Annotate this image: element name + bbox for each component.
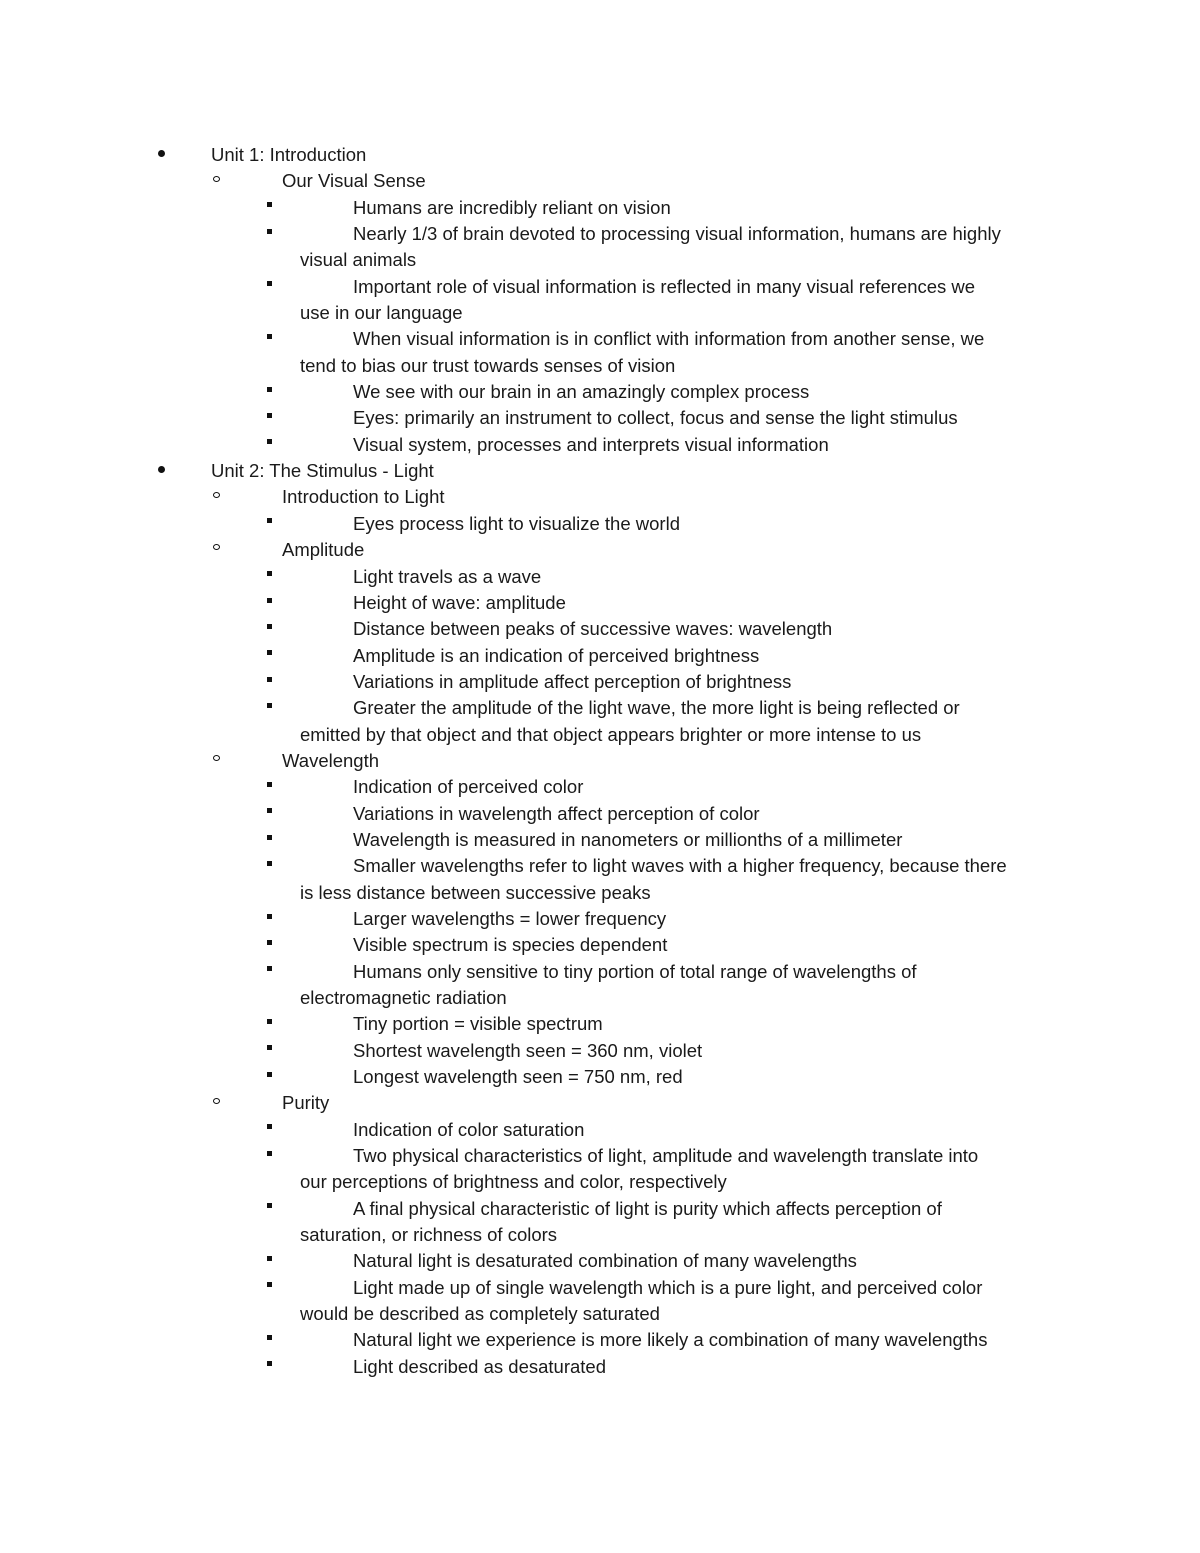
list-item xyxy=(0,669,1200,695)
bullet-square xyxy=(267,439,272,444)
square-bullet-icon xyxy=(267,564,272,590)
list-item xyxy=(0,195,1200,221)
list-item-text: electromagnetic radiation xyxy=(300,987,507,1008)
list-item-continuation xyxy=(0,1301,1200,1327)
square-bullet-icon xyxy=(267,379,272,405)
list-item-text: Light travels as a wave xyxy=(353,565,542,587)
list-item-text: Wavelength is measured in nanometers or millionths of a millimeter xyxy=(353,828,903,850)
list-item-text: Indication of perceived color xyxy=(353,776,584,798)
unit-heading-line xyxy=(0,142,1200,168)
filled-circle-bullet-icon xyxy=(158,458,165,484)
square-bullet-icon xyxy=(267,1064,272,1090)
list-item-continuation xyxy=(0,353,1200,379)
filled-circle-bullet-icon xyxy=(158,142,165,168)
unit-title: Unit 1: Introduction xyxy=(211,144,367,165)
hollow-circle-bullet-icon xyxy=(213,1090,220,1116)
section-title: Our Visual Sense xyxy=(282,170,426,192)
list-item-continuation xyxy=(0,300,1200,326)
square-bullet-icon xyxy=(267,669,272,695)
list-item-text: Two physical characteristics of light, amplitude and wavelength translate into xyxy=(353,1145,979,1167)
square-bullet-icon xyxy=(267,643,272,669)
square-bullet-icon xyxy=(267,1327,272,1353)
list-item xyxy=(0,827,1200,853)
square-bullet-icon xyxy=(267,432,272,458)
bullet-dot xyxy=(158,150,165,157)
list-item-continuation xyxy=(0,722,1200,748)
bullet-square xyxy=(267,1361,272,1366)
bullet-square xyxy=(267,518,272,523)
bullet-square xyxy=(267,940,272,945)
square-bullet-icon xyxy=(267,326,272,352)
list-item-text: Visible spectrum is species dependent xyxy=(353,934,668,956)
hollow-circle-bullet-icon xyxy=(213,484,220,510)
notes-outline xyxy=(0,142,1200,1380)
list-item xyxy=(0,1038,1200,1064)
bullet-circle xyxy=(213,755,220,761)
section-heading-line xyxy=(0,1090,1200,1116)
list-item-text: Eyes: primarily an instrument to collect, focus and sense the light stimulus xyxy=(353,407,958,429)
list-item-text: Larger wavelengths = lower frequency xyxy=(353,907,667,929)
list-item xyxy=(0,221,1200,247)
square-bullet-icon xyxy=(267,801,272,827)
bullet-circle xyxy=(213,544,220,550)
list-item-text: Tiny portion = visible spectrum xyxy=(353,1013,603,1035)
section-heading-line xyxy=(0,168,1200,194)
square-bullet-icon xyxy=(267,1038,272,1064)
list-item-text: Light made up of single wavelength which is a pure light, and perceived color xyxy=(353,1276,983,1298)
square-bullet-icon xyxy=(267,1275,272,1301)
square-bullet-icon xyxy=(267,616,272,642)
list-item xyxy=(0,1143,1200,1169)
list-item xyxy=(0,1354,1200,1380)
bullet-square xyxy=(267,281,272,286)
list-item xyxy=(0,616,1200,642)
bullet-square xyxy=(267,334,272,339)
list-item-text: visual animals xyxy=(300,249,417,271)
square-bullet-icon xyxy=(267,221,272,247)
bullet-square xyxy=(267,782,272,787)
list-item-text: Visual system, processes and interprets visual information xyxy=(353,433,829,455)
unit-heading-line xyxy=(0,458,1200,484)
unit-title: Unit 2: The Stimulus - Light xyxy=(211,460,434,482)
list-item xyxy=(0,379,1200,405)
list-item-text: Greater the amplitude of the light wave, the more light is being reflected or xyxy=(353,697,960,719)
bullet-square xyxy=(267,571,272,576)
list-item xyxy=(0,274,1200,300)
list-item-text: Smaller wavelengths refer to light waves with a higher frequency, because there xyxy=(353,855,1007,877)
square-bullet-icon xyxy=(267,695,272,721)
list-item xyxy=(0,643,1200,669)
list-item-text: Important role of visual information is reflected in many visual references we xyxy=(353,275,976,297)
list-item xyxy=(0,695,1200,721)
square-bullet-icon xyxy=(267,274,272,300)
bullet-square xyxy=(267,598,272,603)
list-item-continuation xyxy=(0,1222,1200,1248)
section-heading-line xyxy=(0,484,1200,510)
list-item xyxy=(0,1011,1200,1037)
bullet-square xyxy=(267,1072,272,1077)
list-item-continuation xyxy=(0,247,1200,273)
list-item xyxy=(0,1064,1200,1090)
square-bullet-icon xyxy=(267,1354,272,1380)
bullet-square xyxy=(267,861,272,866)
section-title: Introduction to Light xyxy=(282,486,445,508)
bullet-square xyxy=(267,229,272,234)
list-item-text: We see with our brain in an amazingly complex process xyxy=(353,381,810,403)
bullet-square xyxy=(267,387,272,392)
square-bullet-icon xyxy=(267,1196,272,1222)
bullet-square xyxy=(267,835,272,840)
hollow-circle-bullet-icon xyxy=(213,748,220,774)
bullet-square xyxy=(267,1124,272,1129)
list-item-text: Distance between peaks of successive waves: wavelength xyxy=(353,618,833,640)
list-item-text: Variations in wavelength affect perception of color xyxy=(353,802,760,824)
bullet-square xyxy=(267,914,272,919)
hollow-circle-bullet-icon xyxy=(213,537,220,563)
list-item-text: our perceptions of brightness and color, respectively xyxy=(300,1171,727,1193)
list-item-text: Light described as desaturated xyxy=(353,1355,607,1377)
bullet-square xyxy=(267,413,272,418)
list-item xyxy=(0,1196,1200,1222)
bullet-dot xyxy=(158,466,165,473)
list-item-text: Eyes process light to visualize the world xyxy=(353,512,680,534)
square-bullet-icon xyxy=(267,853,272,879)
list-item-text: Natural light we experience is more likely a combination of many wavelengths xyxy=(353,1329,988,1351)
square-bullet-icon xyxy=(267,827,272,853)
bullet-square xyxy=(267,703,272,708)
bullet-square xyxy=(267,1045,272,1050)
list-item-text: Height of wave: amplitude xyxy=(353,591,566,613)
bullet-square xyxy=(267,1282,272,1287)
list-item xyxy=(0,511,1200,537)
hollow-circle-bullet-icon xyxy=(213,168,220,194)
list-item-text: Shortest wavelength seen = 360 nm, violet xyxy=(353,1039,703,1061)
square-bullet-icon xyxy=(267,932,272,958)
section-heading-line xyxy=(0,748,1200,774)
square-bullet-icon xyxy=(267,1011,272,1037)
list-item-text: Indication of color saturation xyxy=(353,1118,585,1140)
square-bullet-icon xyxy=(267,511,272,537)
list-item xyxy=(0,906,1200,932)
list-item xyxy=(0,326,1200,352)
bullet-square xyxy=(267,1203,272,1208)
square-bullet-icon xyxy=(267,906,272,932)
bullet-square xyxy=(267,808,272,813)
list-item xyxy=(0,1248,1200,1274)
list-item xyxy=(0,564,1200,590)
square-bullet-icon xyxy=(267,195,272,221)
list-item-text: Longest wavelength seen = 750 nm, red xyxy=(353,1066,683,1088)
list-item xyxy=(0,432,1200,458)
section-title: Purity xyxy=(282,1092,330,1114)
list-item-text: emitted by that object and that object appears brighter or more intense to us xyxy=(300,723,922,745)
bullet-circle xyxy=(213,492,220,498)
square-bullet-icon xyxy=(267,774,272,800)
bullet-square xyxy=(267,1019,272,1024)
bullet-square xyxy=(267,650,272,655)
list-item-text: Amplitude is an indication of perceived brightness xyxy=(353,644,760,666)
square-bullet-icon xyxy=(267,1248,272,1274)
list-item xyxy=(0,1275,1200,1301)
section-title: Wavelength xyxy=(282,749,380,771)
list-item xyxy=(0,405,1200,431)
square-bullet-icon xyxy=(267,1117,272,1143)
list-item-text: Humans only sensitive to tiny portion of total range of wavelengths of xyxy=(353,960,917,982)
list-item-continuation xyxy=(0,1169,1200,1195)
list-item-text: tend to bias our trust towards senses of vision xyxy=(300,354,676,376)
list-item-continuation xyxy=(0,985,1200,1011)
square-bullet-icon xyxy=(267,590,272,616)
section-title: Amplitude xyxy=(282,539,365,561)
bullet-square xyxy=(267,624,272,629)
list-item-text: Humans are incredibly reliant on vision xyxy=(353,196,671,218)
list-item-text: Natural light is desaturated combination of many wavelengths xyxy=(353,1250,857,1272)
list-item xyxy=(0,959,1200,985)
square-bullet-icon xyxy=(267,959,272,985)
list-item-text: When visual information is in conflict with information from another sense, we xyxy=(353,328,985,350)
list-item-continuation xyxy=(0,880,1200,906)
bullet-square xyxy=(267,1151,272,1156)
bullet-square xyxy=(267,1256,272,1261)
list-item xyxy=(0,932,1200,958)
list-item xyxy=(0,1117,1200,1143)
list-item xyxy=(0,590,1200,616)
list-item-text: is less distance between successive peaks xyxy=(300,881,651,903)
section-heading-line xyxy=(0,537,1200,563)
list-item-text: Variations in amplitude affect perception of brightness xyxy=(353,670,792,692)
list-item-text: A final physical characteristic of light is purity which affects perception of xyxy=(353,1197,942,1219)
bullet-square xyxy=(267,1335,272,1340)
list-item-text: saturation, or richness of colors xyxy=(300,1224,558,1246)
list-item-text: use in our language xyxy=(300,302,463,324)
bullet-square xyxy=(267,202,272,207)
bullet-square xyxy=(267,966,272,971)
square-bullet-icon xyxy=(267,1143,272,1169)
square-bullet-icon xyxy=(267,405,272,431)
bullet-square xyxy=(267,677,272,682)
list-item xyxy=(0,853,1200,879)
list-item xyxy=(0,1327,1200,1353)
list-item-text: would be described as completely saturated xyxy=(300,1303,660,1325)
list-item xyxy=(0,801,1200,827)
bullet-circle xyxy=(213,1098,220,1104)
list-item-text: Nearly 1/3 of brain devoted to processing visual information, humans are highly xyxy=(353,223,1001,245)
list-item xyxy=(0,774,1200,800)
bullet-circle xyxy=(213,176,220,182)
